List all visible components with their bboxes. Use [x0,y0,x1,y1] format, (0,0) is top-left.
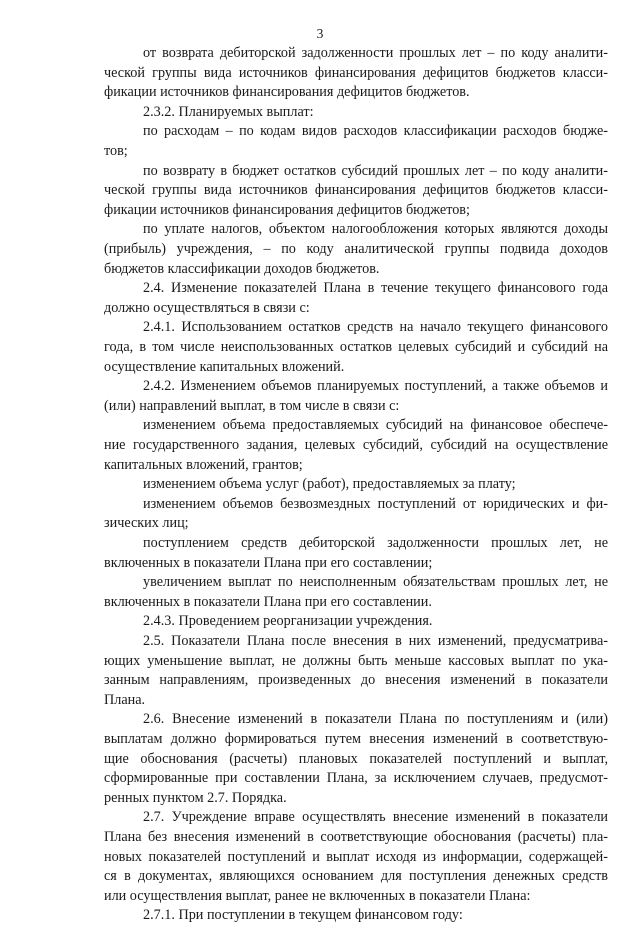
text-line: 2.4.1. Использованием остатков средств на начало текущего финансового [143,319,608,336]
text-line: по уплате налогов, объектом налогообложения которых являются доходы [143,221,608,238]
text-line: 2.4.2. Изменением объемов планируемых поступлений, а также объемов и [143,378,608,395]
text-line: зических лиц; [104,515,189,532]
text-line: 2.7. Учреждение вправе осуществлять внесение изменений в показатели [143,809,608,826]
text-line: занным направлениям, произведенных до внесения изменений в показатели [104,672,608,689]
text-line: Плана. [104,691,146,708]
text-line: бюджетов классификации доходов бюджетов. [104,260,380,277]
text-line: года, в том числе неиспользованных остатков целевых субсидий и субсидий на [104,339,608,355]
text-line: новых показателей поступлений и выплат исходя из информации, содержащей- [104,848,608,865]
text-line: 2.3.2. Планируемых выплат: [143,103,314,120]
text-line: щие обоснования (расчеты) плановых показателей поступлений и выплат, [104,750,608,767]
text-line: (или) направлений выплат, в том числе в связи с: [104,397,400,414]
text-line: 2.5. Показатели Плана после внесения в них изменений, предусматрива- [143,633,608,649]
text-line: сформированные при составлении Плана, за исключением случаев, предусмот- [104,770,608,787]
text-line: (прибыль) учреждения, – по коду аналитической группы подвида доходов [104,241,608,257]
text-line: ющих уменьшение выплат, не должны быть меньше кассовых выплат по ука- [104,652,608,669]
text-line: по расходам – по кодам видов расходов классификации расходов бюдже- [143,123,608,140]
text-line: ческой группы вида источников финансирования дефицитов бюджетов класси- [104,182,608,199]
text-line: по возврату в бюджет остатков субсидий прошлых лет – по коду аналити- [143,162,608,179]
text-line: 2.7.1. При поступлении в текущем финансовом году: [143,907,463,924]
text-line: ческой группы вида источников финансирования дефицитов бюджетов класси- [104,64,608,81]
text-line: Плана без внесения изменений в соответствующие обоснования (расчеты) пла- [104,829,608,845]
text-line: тов; [104,143,128,159]
text-line: или осуществления выплат, ранее не включенных в показатели Плана: [104,887,531,904]
text-line: выплатам должно формироваться путем внесения изменений в соответствую- [104,731,608,747]
text-line: ние государственного задания, целевых субсидий, субсидий на осуществление [104,437,608,453]
page-number: 3 [316,26,324,41]
text-line: осуществление капитальных вложений. [104,358,345,375]
text-line: поступлением средств дебиторской задолженности прошлых лет, не [143,535,608,551]
text-line: фикации источников финансирования дефицитов бюджетов. [104,84,470,101]
text-line: изменением объемов безвозмездных поступлений от юридических и фи- [143,495,608,512]
text-line: капитальных вложений, грантов; [104,456,303,473]
text-line: фикации источников финансирования дефицитов бюджетов; [104,201,470,218]
text-line: включенных в показатели Плана при его составлении; [104,554,433,571]
text-line: включенных в показатели Плана при его составлении. [104,593,432,610]
text-line: 2.4. Изменение показателей Плана в течение текущего финансового года [143,280,608,297]
text-line: ся в документах, являющихся основанием для поступления денежных средств [104,868,608,885]
text-line: 2.4.3. Проведением реорганизации учреждения. [143,613,433,630]
text-line: от возврата дебиторской задолженности прошлых лет – по коду аналити- [143,45,608,61]
text-line: ренных пунктом 2.7. Порядка. [104,789,287,806]
text-line: увеличением выплат по неисполненным обязательствам прошлых лет, не [143,574,608,591]
text-line: 2.6. Внесение изменений в показатели Плана по поступлениям и (или) [143,711,608,728]
text-line: должно осуществляться в связи с: [104,299,310,316]
text-line: изменением объема услуг (работ), предоставляемых за плату; [143,476,516,493]
text-line: изменением объема предоставляемых субсидий на финансовое обеспече- [143,417,608,434]
